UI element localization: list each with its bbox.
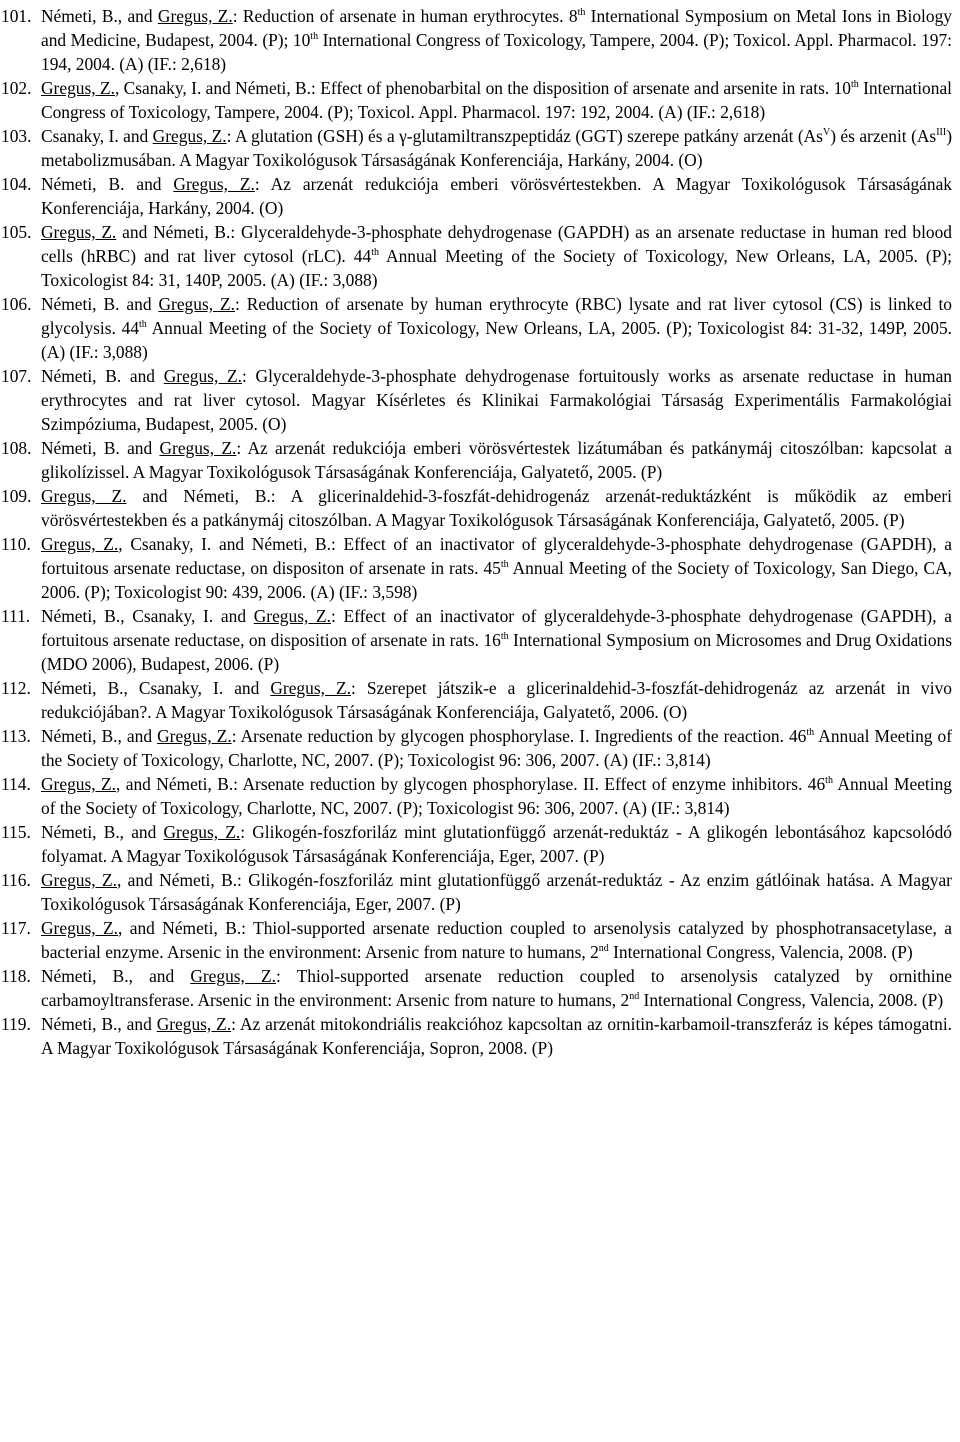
underlined-author: Gregus, Z.	[158, 294, 235, 314]
reference-text-run: International Congress of Toxicology, Tampere, 2004. (P); Toxicol. Appl. Pharmacol. 197: 194, 2004. (A) (IF.: 2,618)	[41, 30, 953, 74]
reference-text	[41, 126, 952, 170]
underlined-author: Gregus, Z.	[41, 870, 117, 890]
reference-entry	[1, 436, 952, 484]
reference-entry	[1, 532, 952, 604]
reference-number: 108.	[1, 438, 32, 458]
reference-entry	[1, 364, 952, 436]
reference-text-run: : Az arzenát mitokondriális reakcióhoz kapcsoltan az ornitin-karbamoil-transzferáz is képes támogatni. A Magyar Toxikológusok Társaságának Konferenciája, Sopron, 2008. (P)	[41, 1014, 952, 1058]
reference-text-run: , and Németi, B.: Thiol-supported arsenate reduction coupled to arsenolysis catalyzed by phosphotransacetylase, a bacterial enzyme. Arsenic in the environment: Arsenic from nature to humans, 2	[41, 918, 952, 962]
underlined-author: Gregus, Z.	[270, 678, 351, 698]
superscript: th	[825, 775, 833, 786]
reference-text-run: : A glutation (GSH) és a γ-glutamiltranszpeptidáz (GGT) szerepe patkány arzenát (As	[226, 126, 823, 146]
reference-number: 119.	[1, 1014, 31, 1034]
underlined-author: Gregus, Z.	[41, 486, 127, 506]
underlined-author: Gregus, Z.	[157, 726, 232, 746]
reference-entry	[1, 4, 952, 76]
reference-text	[41, 438, 952, 482]
reference-text-run: Németi, B. and	[41, 438, 160, 458]
reference-entry	[1, 484, 952, 532]
reference-text-run: Annual Meeting of the Society of Toxicology, Charlotte, NC, 2007. (P); Toxicologist 96: 306, 2007. (A) (IF.: 3,814)	[41, 726, 952, 770]
reference-text-run: Annual Meeting of the Society of Toxicology, San Diego, CA, 2006. (P); Toxicologist 90: 439, 2006. (A) (IF.: 3,598)	[41, 558, 952, 602]
reference-text-run: : Arsenate reduction by glycogen phosphorylase. I. Ingredients of the reaction. 46	[231, 726, 807, 746]
reference-number: 117.	[1, 918, 31, 938]
reference-text	[41, 774, 952, 818]
reference-text	[41, 222, 952, 290]
superscript: V	[822, 127, 831, 138]
reference-entry	[1, 820, 952, 868]
reference-text-run: International Symposium on Metal Ions in Biology and Medicine, Budapest, 2004. (P); 10	[41, 6, 952, 50]
reference-number: 103.	[1, 126, 32, 146]
reference-entry	[1, 724, 952, 772]
reference-text-run: ) és arzenit (As	[830, 126, 937, 146]
reference-number: 101.	[1, 6, 32, 26]
reference-text-run: : Szerepet játszik-e a glicerinaldehid-3-foszfát-dehidrogenáz az arzenát in vivo redukciójában?. A Magyar Toxikológusok Társaságának Konferenciája, Galyatető, 2006. (O)	[41, 678, 952, 722]
reference-text-run: Németi, B., and	[41, 6, 158, 26]
underlined-author: Gregus, Z.	[157, 6, 233, 26]
reference-text-run: Németi, B., and	[41, 1014, 157, 1034]
underlined-author: Gregus, Z.	[173, 174, 255, 194]
reference-entry	[1, 1012, 952, 1060]
underlined-author: Gregus, Z.	[253, 606, 331, 626]
reference-number: 109.	[1, 486, 32, 506]
reference-number: 111.	[1, 606, 31, 626]
reference-text-run: International Congress of Toxicology, Tampere, 2004. (P); Toxicol. Appl. Pharmacol. 197: 192, 2004. (A) (IF.: 2,618)	[41, 78, 952, 122]
superscript: th	[371, 247, 379, 258]
underlined-author: Gregus, Z.	[163, 822, 241, 842]
reference-text	[41, 606, 952, 674]
reference-entry	[1, 220, 952, 292]
reference-text-run: : Thiol-supported arsenate reduction coupled to arsenolysis catalyzed by ornithine carbamoyltransferase. Arsenic in the environment: Arsenic from nature to humans, 2	[41, 966, 952, 1010]
reference-entry	[1, 292, 952, 364]
reference-text	[41, 870, 952, 914]
reference-entry	[1, 604, 952, 676]
reference-entry	[1, 868, 952, 916]
reference-text-run: Annual Meeting of the Society of Toxicology, New Orleans, LA, 2005. (P); Toxicologist 84: 31-32, 149P, 2005. (A) (IF.: 3,088)	[41, 318, 952, 362]
underlined-author: Gregus, Z.	[163, 366, 242, 386]
reference-text-run: : Glikogén-foszforiláz mint glutationfüggő arzenát-reduktáz - A glikogén lebontásához kapcsolódó folyamat. A Magyar Toxikológusok Társaságának Konferenciája, Eger, 2007. (P)	[41, 822, 952, 866]
reference-text	[41, 918, 952, 962]
reference-text-run: , and Németi, B.: Arsenate reduction by glycogen phosphorylase. II. Effect of enzyme inhibitors. 46	[115, 774, 826, 794]
reference-entry	[1, 676, 952, 724]
reference-text-run: , Csanaky, I. and Németi, B.: Effect of phenobarbital on the disposition of arsenate and arsenite in rats. 10	[114, 78, 851, 98]
superscript: th	[500, 559, 509, 570]
reference-entry	[1, 124, 952, 172]
reference-entry	[1, 172, 952, 220]
reference-text	[41, 726, 952, 770]
underlined-author: Gregus, Z.	[41, 222, 117, 242]
reference-text-run: Németi, B., Csanaky, I. and	[41, 606, 254, 626]
reference-text	[41, 486, 952, 530]
reference-number: 116.	[1, 870, 31, 890]
superscript: th	[850, 79, 859, 90]
reference-text	[41, 366, 952, 434]
reference-text	[41, 6, 952, 74]
reference-text-run: : Glyceraldehyde-3-phosphate dehydrogenase fortuitously works as arsenate reductase in human erythrocytes and rat liver cytosol. Magyar Kísérletes és Klinikai Farmakológiai Társaság Experimentális Farmakológiai Szimpóziuma, Budapest, 2005. (O)	[41, 366, 952, 434]
reference-number: 114.	[1, 774, 31, 794]
reference-text-run: Németi, B. and	[41, 174, 174, 194]
reference-number: 105.	[1, 222, 32, 242]
reference-text-run: International Symposium on Microsomes and Drug Oxidations (MDO 2006), Budapest, 2006. (P)	[41, 630, 952, 674]
reference-entry	[1, 772, 952, 820]
reference-text-run: , and Németi, B.: Glikogén-foszforiláz mint glutationfüggő arzenát-reduktáz - Az enzim gátlóinak hatása. A Magyar Toxikológusok Társaságának Konferenciája, Eger, 2007. (P)	[41, 870, 952, 914]
underlined-author: Gregus, Z.	[41, 534, 119, 554]
reference-text-run: : Reduction of arsenate by human erythrocyte (RBC) lysate and rat liver cytosol (CS) is linked to glycolysis. 44	[41, 294, 952, 338]
underlined-author: Gregus, Z.	[41, 78, 115, 98]
reference-number: 110.	[1, 534, 31, 554]
reference-text	[41, 822, 952, 866]
reference-text-run: Németi, B., and	[41, 822, 164, 842]
underlined-author: Gregus, Z.	[156, 1014, 232, 1034]
reference-number: 118.	[1, 966, 31, 986]
superscript: th	[500, 631, 509, 642]
superscript: th	[806, 727, 815, 738]
reference-text-run: : Az arzenát redukciója emberi vörösvértestekben. A Magyar Toxikológusok Társaságának Konferenciája, Harkány, 2004. (O)	[41, 174, 952, 218]
reference-number: 115.	[1, 822, 31, 842]
reference-text-run: : Reduction of arsenate in human erythrocytes. 8	[232, 6, 578, 26]
reference-text-run: International Congress, Valencia, 2008. (P)	[608, 942, 913, 962]
reference-entry	[1, 916, 952, 964]
reference-text-run: : Effect of an inactivator of glyceraldehyde-3-phosphate dehydrogenase (GAPDH), a fortuitous arsenate reductase, on disposition of arsenate in rats. 16	[41, 606, 952, 650]
reference-number: 112.	[1, 678, 31, 698]
superscript: th	[577, 7, 586, 18]
reference-number: 113.	[1, 726, 31, 746]
reference-text-run: , Csanaky, I. and Németi, B.: Effect of an inactivator of glyceraldehyde-3-phosphate dehydrogenase (GAPDH), a fortuitous arsenate reductase, on dispositon of arsenate in rats. 45	[41, 534, 952, 578]
reference-text-run: Németi, B. and	[41, 294, 159, 314]
underlined-author: Gregus, Z.	[152, 126, 227, 146]
superscript: nd	[598, 943, 609, 954]
reference-text	[41, 78, 952, 122]
reference-text-run: and Németi, B.: Glyceraldehyde-3-phosphate dehydrogenase (GAPDH) as an arsenate reductase in human red blood cells (hRBC) and rat liver cytosol (rLC). 44	[41, 222, 952, 266]
superscript: th	[139, 319, 147, 330]
reference-text-run: ) metabolizmusában. A Magyar Toxikológusok Társaságának Konferenciája, Harkány, 2004. (O)	[41, 126, 952, 170]
reference-text	[41, 174, 952, 218]
superscript: nd	[629, 991, 640, 1002]
reference-text	[41, 966, 952, 1010]
reference-number: 102.	[1, 78, 32, 98]
reference-text-run: Németi, B., Csanaky, I. and	[41, 678, 271, 698]
reference-text-run: Csanaky, I. and	[41, 126, 153, 146]
superscript: th	[310, 31, 319, 42]
reference-text	[41, 294, 952, 362]
reference-text-run: International Congress, Valencia, 2008. (P)	[639, 990, 944, 1010]
underlined-author: Gregus, Z.	[190, 966, 276, 986]
reference-text-run: Németi, B. and	[41, 366, 164, 386]
reference-text-run: and Németi, B.: A glicerinaldehid-3-foszfát-dehidrogenáz arzenát-reduktázként is működik az emberi vörösvértestekben és a patkánymáj citoszólban. A Magyar Toxikológusok Társaságának Konferenciája, Galyatető, 2005. (P)	[41, 486, 952, 530]
reference-number: 106.	[1, 294, 32, 314]
reference-text	[41, 678, 952, 722]
reference-entry	[1, 76, 952, 124]
reference-text-run: Németi, B., and	[41, 966, 191, 986]
underlined-author: Gregus, Z.	[159, 438, 237, 458]
reference-text-run: Németi, B., and	[41, 726, 158, 746]
underlined-author: Gregus, Z.	[41, 774, 116, 794]
reference-number: 107.	[1, 366, 32, 386]
reference-text-run: Annual Meeting of the Society of Toxicology, New Orleans, LA, 2005. (P); Toxicologist 84: 31, 140P, 2005. (A) (IF.: 3,088)	[41, 246, 952, 290]
reference-text-run: : Az arzenát redukciója emberi vörösvértestek lizátumában és patkánymáj citoszólban: kapcsolat a glikolízissel. A Magyar Toxikológusok Társaságának Konferenciája, Galyatető, 2005. (P)	[41, 438, 952, 482]
reference-text-run: Annual Meeting of the Society of Toxicology, Charlotte, NC, 2007. (P); Toxicologist 96: 306, 2007. (A) (IF.: 3,814)	[41, 774, 952, 818]
underlined-author: Gregus, Z.	[41, 918, 118, 938]
superscript: III	[936, 127, 947, 138]
reference-number: 104.	[1, 174, 32, 194]
reference-entry	[1, 964, 952, 1012]
reference-text	[41, 1014, 952, 1058]
reference-text	[41, 534, 952, 602]
